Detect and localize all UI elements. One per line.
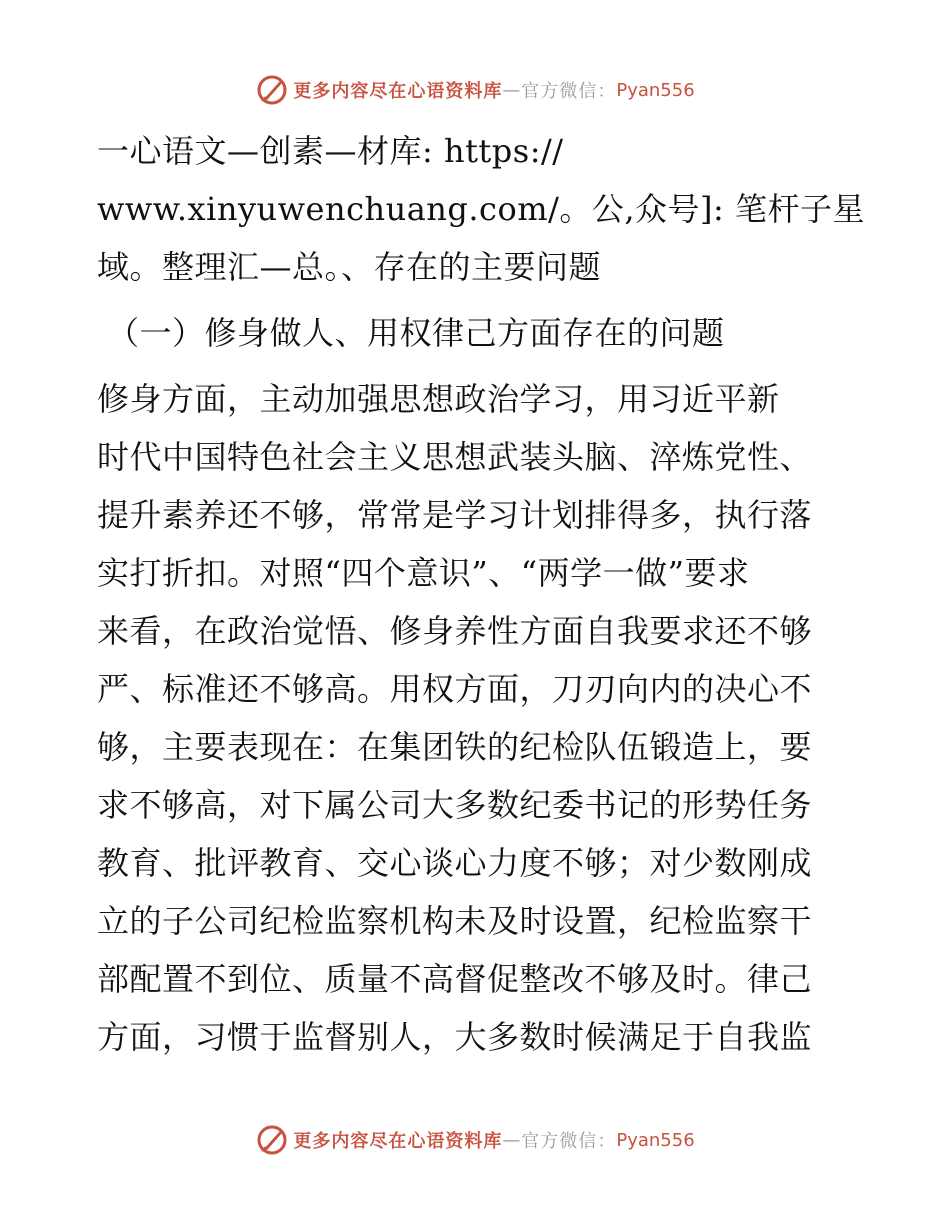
- body-line: 修身方面，主动加强思想政治学习，用习近平新: [97, 380, 780, 418]
- body-line: 时代中国特色社会主义思想武装头脑、淬炼党性、: [97, 438, 813, 476]
- watermark-header: [0, 70, 950, 110]
- body-line: 提升素养还不够，常常是学习计划排得多，执行落: [97, 496, 813, 534]
- watermark-separator: —: [502, 1129, 522, 1151]
- document-body: [97, 122, 865, 1066]
- watermark-wechat-id: Pyan556: [616, 79, 695, 101]
- body-line: 立的子公司纪检监察机构未及时设置，纪检监察干: [97, 902, 813, 940]
- body-line: 来看，在政治觉悟、修身养性方面自我要求还不够: [97, 612, 813, 650]
- quill-logo-icon: [255, 1123, 289, 1157]
- watermark-subtext: 官方微信：: [521, 1131, 617, 1152]
- watermark-footer: [0, 1120, 950, 1160]
- section-heading: （一）修身做人、用权律己方面存在的问题: [107, 314, 725, 352]
- body-line: 教育、批评教育、交心谈心力度不够；对少数刚成: [97, 844, 813, 882]
- body-line: 严、标准还不够高。用权方面，刀刃向内的决心不: [97, 670, 813, 708]
- body-line: 求不够高，对下属公司大多数纪委书记的形势任务: [97, 786, 813, 824]
- body-line: 方面，习惯于监督别人，大多数时候满足于自我监: [97, 1018, 813, 1056]
- body-line: 部配置不到位、质量不高督促整改不够及时。律己: [97, 960, 813, 998]
- quill-logo-icon: [255, 73, 289, 107]
- header-line: 域。整理汇—总。、存在的主要问题: [97, 248, 602, 286]
- body-line: 够，主要表现在：在集团铁的纪检队伍锻造上，要: [97, 728, 813, 766]
- watermark-separator: —: [502, 79, 522, 101]
- watermark-subtext: 官方微信：: [521, 81, 617, 102]
- header-line: www.xinyuwenchuang.com/。公,众号]: 笔杆子星: [97, 190, 865, 228]
- header-line: 一心语文—创素—材库: https://: [97, 132, 564, 170]
- body-line: 实打折扣。对照“四个意识”、“两学一做”要求: [97, 554, 750, 592]
- watermark-wechat-id: Pyan556: [616, 1129, 695, 1151]
- watermark-text: 更多内容尽在心语资料库: [293, 1131, 503, 1152]
- watermark-text: 更多内容尽在心语资料库: [293, 81, 503, 102]
